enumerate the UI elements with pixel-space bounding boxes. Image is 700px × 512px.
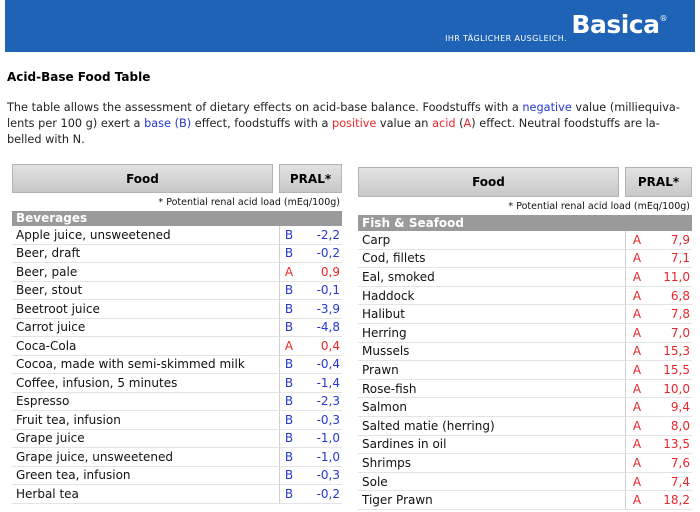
pral-value: 7,0 (648, 324, 692, 343)
pral-value: -1,4 (298, 374, 342, 393)
effect-type: A (626, 361, 648, 380)
pral-value: 15,3 (648, 343, 692, 362)
effect-type: A (626, 454, 648, 473)
food-name: Coca-Cola (12, 337, 280, 356)
effect-type: A (280, 263, 298, 282)
food-name: Herbal tea (12, 485, 280, 504)
pral-value: -3,9 (298, 300, 342, 319)
effect-type: B (280, 374, 298, 393)
intro-text: The table allows the assessment of dietary effects on acid-base balance. Foodstuffs with a (7, 101, 523, 114)
intro-text: ( (455, 117, 464, 130)
table-row (12, 430, 342, 449)
pral-value: 13,5 (648, 436, 692, 455)
page-title: Acid-Base Food Table (7, 70, 151, 84)
food-name: Grape juice, unsweetened (12, 448, 280, 467)
brand-logo[interactable] (571, 10, 667, 39)
effect-type: A (626, 491, 648, 510)
header-banner (5, 0, 695, 52)
effect-type: A (626, 231, 648, 250)
pral-value: -2,3 (298, 393, 342, 412)
effect-type: A (626, 287, 648, 306)
table-row (12, 485, 342, 504)
food-name: Haddock (358, 287, 626, 306)
tagline: IHR TÄGLICHER AUSGLEICH. (445, 34, 567, 43)
food-name: Salted matie (herring) (358, 417, 626, 436)
food-name: Halibut (358, 305, 626, 324)
food-name: Grape juice (12, 430, 280, 449)
effect-type: A (626, 324, 648, 343)
effect-type: B (280, 300, 298, 319)
table-row (12, 411, 342, 430)
category-header-beverages: Beverages (12, 211, 342, 226)
effect-type: B (280, 430, 298, 449)
table-body (12, 226, 342, 504)
effect-type: B (280, 226, 298, 245)
table-row (12, 319, 342, 338)
column-header-food: Food (12, 164, 273, 193)
table-row (358, 436, 692, 455)
intro-highlight: base (B) (144, 117, 192, 130)
table-row (358, 454, 692, 473)
table-row (12, 245, 342, 264)
intro-highlight: A (463, 117, 472, 130)
table-row (358, 417, 692, 436)
effect-type: B (280, 319, 298, 338)
food-name: Beetroot juice (12, 300, 280, 319)
food-name: Salmon (358, 398, 626, 417)
effect-type: B (280, 282, 298, 301)
pral-value: -0,4 (298, 356, 342, 375)
pral-value: 15,5 (648, 361, 692, 380)
pral-value: 0,4 (298, 337, 342, 356)
pral-value: 7,9 (648, 231, 692, 250)
pral-value: -0,2 (298, 485, 342, 504)
effect-type: B (280, 448, 298, 467)
food-name: Apple juice, unsweetened (12, 226, 280, 245)
table-row (12, 356, 342, 375)
effect-type: A (626, 436, 648, 455)
pral-value: 7,6 (648, 454, 692, 473)
intro-text: value an (376, 117, 433, 130)
food-name: Coffee, infusion, 5 minutes (12, 374, 280, 393)
pral-value: 6,8 (648, 287, 692, 306)
intro-text: ) effect. Neutral foodstuffs are la-belled with N. (7, 117, 660, 146)
food-name: Beer, stout (12, 282, 280, 301)
effect-type: A (280, 337, 298, 356)
food-name: Espresso (12, 393, 280, 412)
table-header (358, 167, 692, 197)
food-name: Eal, smoked (358, 268, 626, 287)
food-name: Green tea, infusion (12, 467, 280, 486)
food-name: Carrot juice (12, 319, 280, 338)
table-row (358, 250, 692, 269)
effect-type: A (626, 250, 648, 269)
table-row (358, 231, 692, 250)
pral-value: 7,8 (648, 305, 692, 324)
pral-value: 11,0 (648, 268, 692, 287)
food-name: Beer, pale (12, 263, 280, 282)
food-name: Sardines in oil (358, 436, 626, 455)
table-row (12, 448, 342, 467)
category-header-fish-seafood: Fish & Seafood (358, 215, 692, 231)
table-row (358, 305, 692, 324)
pral-value: -0,3 (298, 467, 342, 486)
effect-type: B (280, 485, 298, 504)
table-body (358, 231, 692, 510)
pral-value: -1,0 (298, 430, 342, 449)
pral-footnote: * Potential renal acid load (mEq/100g) (508, 201, 690, 212)
food-name: Rose-fish (358, 380, 626, 399)
food-name: Tiger Prawn (358, 491, 626, 510)
food-name: Beer, draft (12, 245, 280, 264)
table-row (358, 473, 692, 492)
effect-type: A (626, 417, 648, 436)
effect-type: B (280, 393, 298, 412)
food-name: Cod, fillets (358, 250, 626, 269)
column-header-pral: PRAL* (625, 167, 692, 197)
effect-type: B (280, 245, 298, 264)
registered-mark: ® (659, 14, 667, 23)
pral-value: 9,4 (648, 398, 692, 417)
intro-highlight: negative (522, 101, 572, 114)
pral-value: -0,3 (298, 411, 342, 430)
table-row (358, 287, 692, 306)
pral-value: 7,1 (648, 250, 692, 269)
column-header-pral: PRAL* (279, 164, 342, 193)
table-row (12, 337, 342, 356)
table-row (358, 361, 692, 380)
food-name: Mussels (358, 343, 626, 362)
pral-value: -2,2 (298, 226, 342, 245)
table-row (358, 491, 692, 510)
pral-value: 18,2 (648, 491, 692, 510)
pral-value: 7,4 (648, 473, 692, 492)
effect-type: A (626, 380, 648, 399)
table-row (12, 226, 342, 245)
effect-type: B (280, 411, 298, 430)
effect-type: A (626, 268, 648, 287)
table-header (12, 164, 342, 193)
beverages-table (12, 164, 342, 504)
table-row (358, 324, 692, 343)
pral-value: -4,8 (298, 319, 342, 338)
intro-highlight: acid (432, 117, 456, 130)
effect-type: A (626, 305, 648, 324)
table-row (358, 268, 692, 287)
effect-type: A (626, 473, 648, 492)
food-name: Shrimps (358, 454, 626, 473)
fish-seafood-table (358, 167, 692, 510)
food-name: Fruit tea, infusion (12, 411, 280, 430)
effect-type: B (280, 467, 298, 486)
table-row (12, 393, 342, 412)
pral-value: -0,2 (298, 245, 342, 264)
pral-value: -1,0 (298, 448, 342, 467)
brand-logo-text: Basica (571, 10, 660, 39)
food-name: Carp (358, 231, 626, 250)
table-row (358, 398, 692, 417)
table-row (12, 467, 342, 486)
pral-value: -0,1 (298, 282, 342, 301)
pral-value: 0,9 (298, 263, 342, 282)
food-name: Sole (358, 473, 626, 492)
intro-highlight: positive (332, 117, 377, 130)
pral-value: 8,0 (648, 417, 692, 436)
intro-text: value (milliequiva-lents per 100 g) exert a (7, 101, 680, 130)
table-row (12, 374, 342, 393)
effect-type: A (626, 398, 648, 417)
food-name: Herring (358, 324, 626, 343)
intro-text: effect, foodstuffs with a (191, 117, 333, 130)
table-row (358, 343, 692, 362)
effect-type: A (626, 343, 648, 362)
intro-paragraph (7, 100, 687, 148)
food-name: Cocoa, made with semi-skimmed milk (12, 356, 280, 375)
table-row (12, 263, 342, 282)
food-name: Prawn (358, 361, 626, 380)
pral-footnote: * Potential renal acid load (mEq/100g) (158, 197, 340, 208)
table-row (12, 300, 342, 319)
table-row (358, 380, 692, 399)
effect-type: B (280, 356, 298, 375)
table-row (12, 282, 342, 301)
column-header-food: Food (358, 167, 619, 197)
pral-value: 10,0 (648, 380, 692, 399)
